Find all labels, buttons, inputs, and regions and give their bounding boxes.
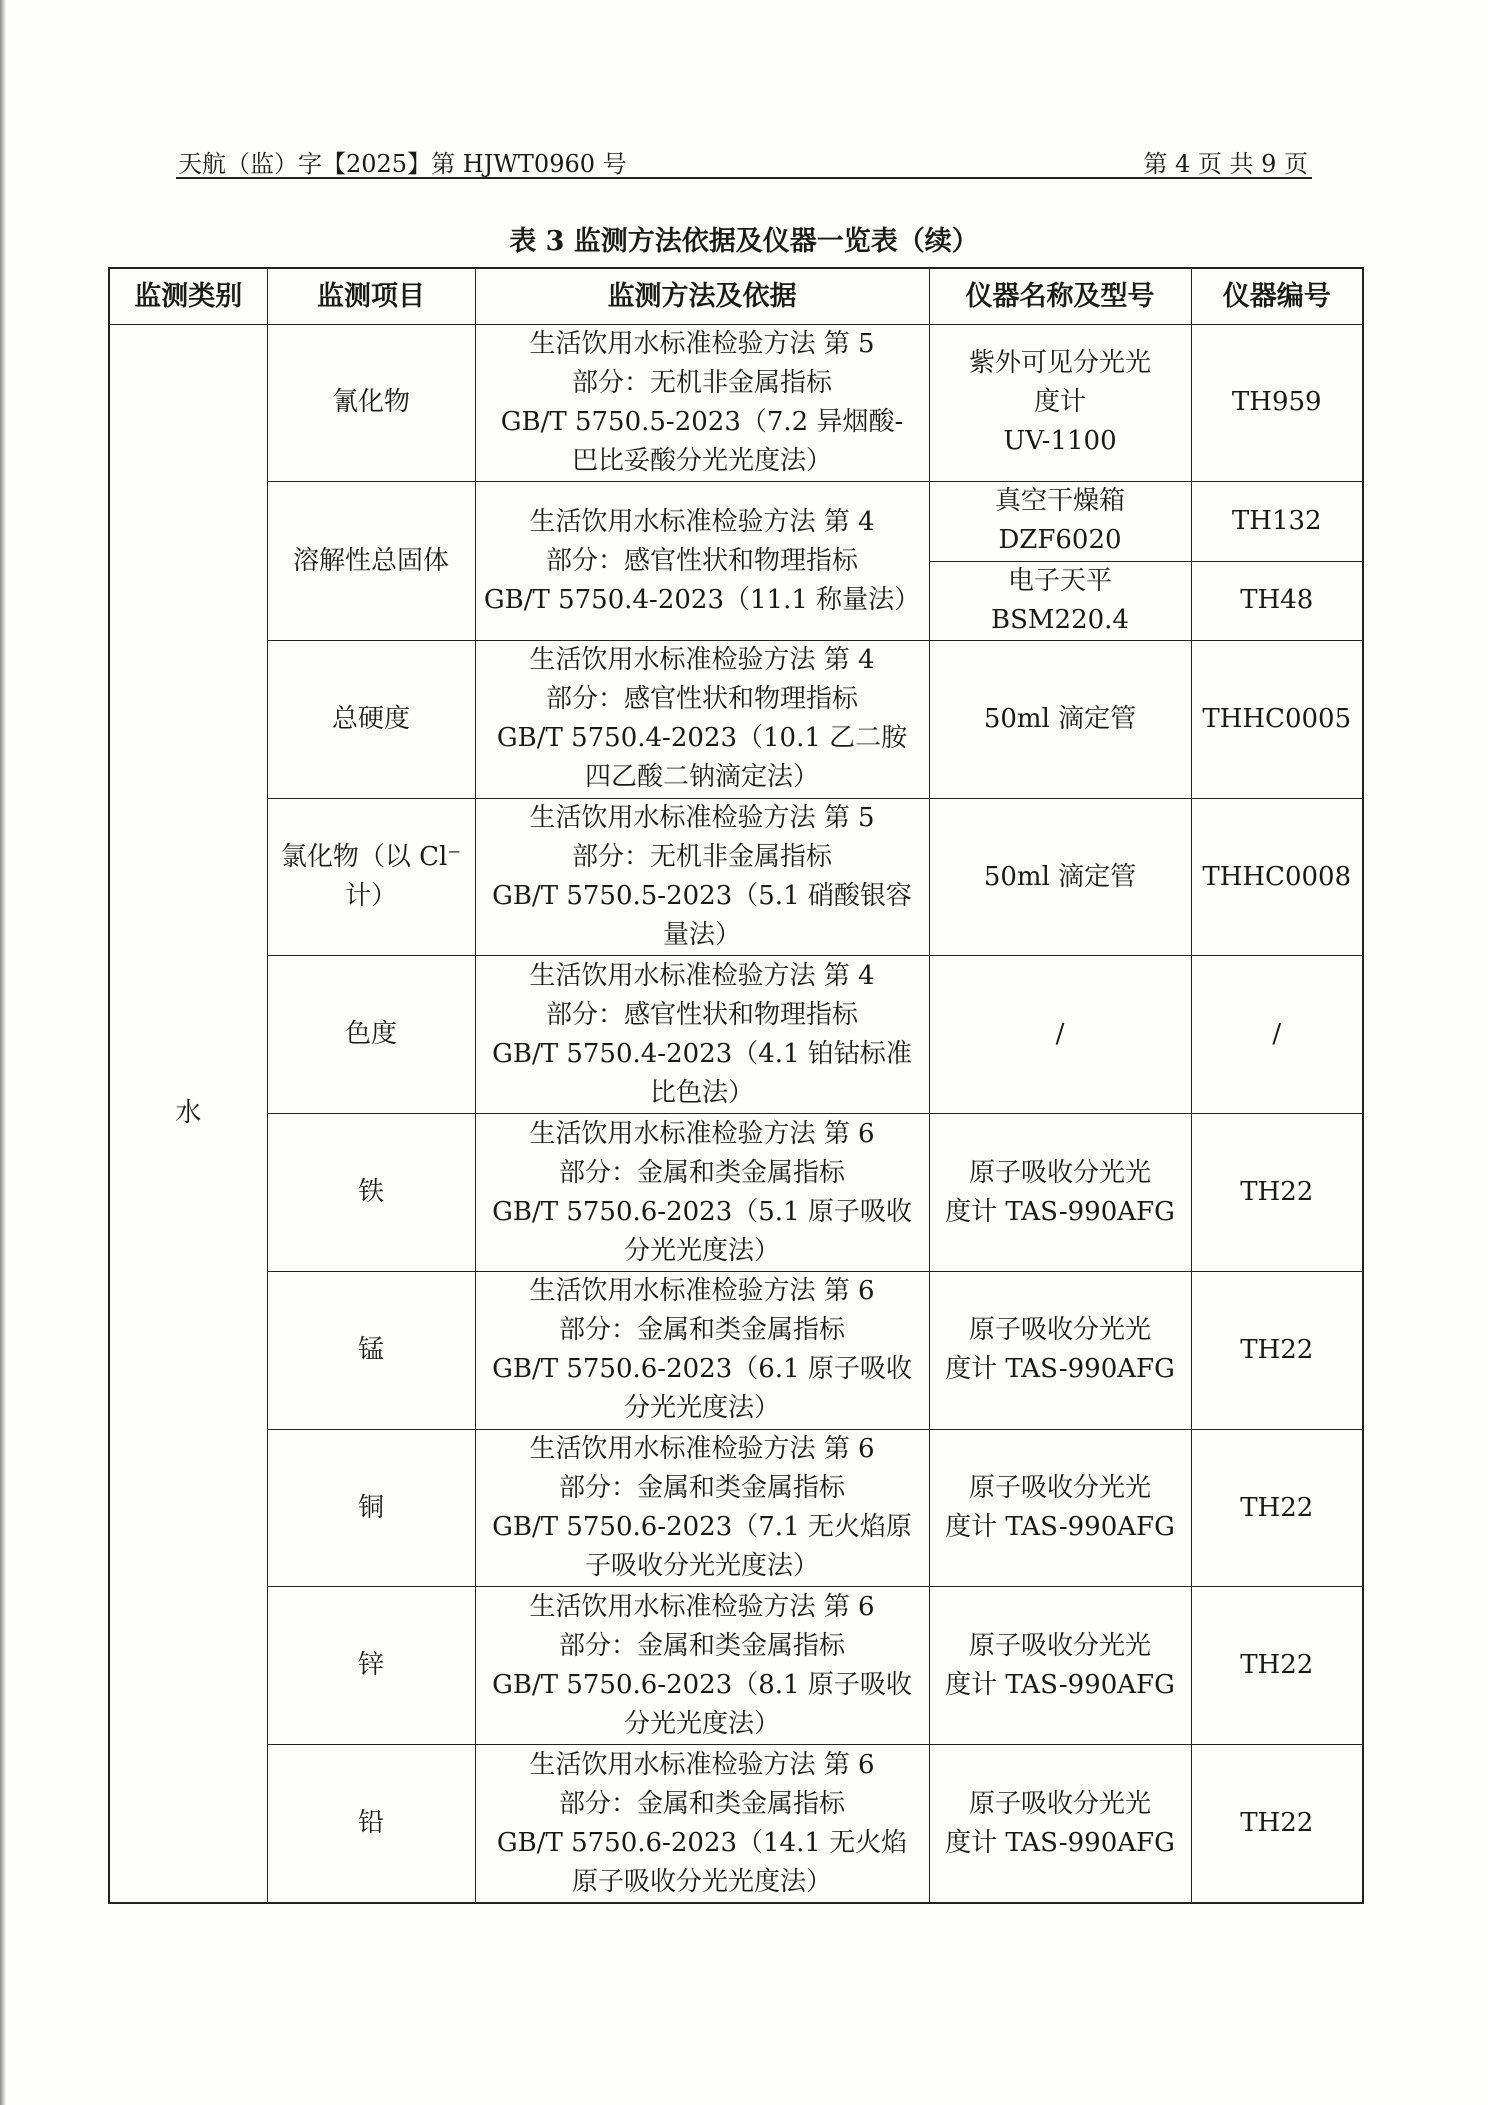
item-cell: 铅 <box>267 1745 475 1903</box>
instrument-name-cell <box>929 1745 1191 1903</box>
instrument-name-line: 真空干燥箱 <box>994 486 1125 517</box>
item-cell: 铜 <box>267 1429 475 1587</box>
table-row <box>109 1745 1363 1903</box>
method-line: 量法） <box>662 920 741 951</box>
table-row <box>109 956 1363 1114</box>
instrument-name-line: 50ml 滴定管 <box>983 861 1137 892</box>
method-line: 生活饮用水标准检验方法 第 4 <box>529 960 875 991</box>
item-cell: 总硬度 <box>267 640 475 798</box>
instrument-name-cell <box>929 1429 1191 1587</box>
method-line: 部分：金属和类金属指标 <box>558 1473 845 1504</box>
table-row <box>109 324 1363 482</box>
instrument-code-cell: TH22 <box>1191 1745 1363 1903</box>
table-body <box>109 324 1363 1903</box>
instrument-name-cell <box>929 956 1191 1114</box>
instrument-name-cell <box>929 324 1191 482</box>
instrument-code-cell: TH959 <box>1191 324 1363 482</box>
category-cell: 水 <box>109 324 267 1903</box>
method-cell <box>475 1429 929 1587</box>
method-line: 部分：感官性状和物理指标 <box>545 545 858 576</box>
item-cell <box>267 798 475 956</box>
header-rule <box>176 177 1312 179</box>
instrument-code-cell: TH22 <box>1191 1271 1363 1429</box>
method-line: 部分：感官性状和物理指标 <box>545 684 858 715</box>
instrument-name-line: 50ml 滴定管 <box>983 703 1137 734</box>
column-header: 监测项目 <box>267 268 475 324</box>
method-line: GB/T 5750.6-2023（8.1 原子吸收 <box>492 1669 912 1700</box>
method-line: 部分：金属和类金属指标 <box>558 1157 845 1188</box>
method-line: 部分：感官性状和物理指标 <box>545 999 858 1030</box>
instrument-code-cell: TH48 <box>1191 561 1363 640</box>
instrument-name-line: 电子天平 <box>1007 565 1112 596</box>
instrument-name-cell <box>929 798 1191 956</box>
method-line: GB/T 5750.6-2023（5.1 原子吸收 <box>492 1196 912 1227</box>
column-header: 仪器名称及型号 <box>929 268 1191 324</box>
column-header: 监测方法及依据 <box>475 268 929 324</box>
method-line: 子吸收分光光度法） <box>584 1551 819 1582</box>
methods-table <box>108 267 1364 1904</box>
method-line: 部分：无机非金属指标 <box>571 842 832 873</box>
instrument-name-line: 原子吸收分光光 <box>968 1473 1151 1504</box>
table-title: 表 3 监测方法依据及仪器一览表（续） <box>509 226 979 257</box>
method-line: GB/T 5750.6-2023（6.1 原子吸收 <box>492 1354 912 1385</box>
item-cell: 铁 <box>267 1114 475 1272</box>
item-text: 计） <box>344 881 397 912</box>
method-line: GB/T 5750.4-2023（4.1 铂钴标准 <box>492 1038 912 1069</box>
method-cell <box>475 482 929 641</box>
instrument-name-line: 度计 <box>1033 387 1086 418</box>
method-cell <box>475 640 929 798</box>
method-line: 分光光度法） <box>623 1235 780 1266</box>
instrument-name-cell <box>929 1587 1191 1745</box>
method-line: GB/T 5750.6-2023（14.1 无火焰 <box>496 1827 908 1858</box>
item-cell: 锰 <box>267 1271 475 1429</box>
instrument-code-cell: TH132 <box>1191 482 1363 561</box>
method-line: 生活饮用水标准检验方法 第 5 <box>529 328 875 359</box>
instrument-name-line: DZF6020 <box>998 525 1122 556</box>
instrument-name-line: 度计 TAS-990AFG <box>945 1354 1175 1385</box>
method-line: 分光光度法） <box>623 1708 780 1739</box>
table-row <box>109 798 1363 956</box>
method-line: GB/T 5750.4-2023（11.1 称量法） <box>483 584 921 615</box>
item-cell: 氰化物 <box>267 324 475 482</box>
instrument-code-cell: THHC0008 <box>1191 798 1363 956</box>
item-cell: 溶解性总固体 <box>267 482 475 641</box>
document-number: 天航（监）字【2025】第 HJWT0960 号 <box>178 150 627 178</box>
instrument-name-line: BSM220.4 <box>991 604 1129 635</box>
method-cell <box>475 1587 929 1745</box>
instrument-name-cell <box>929 1271 1191 1429</box>
table-row <box>109 1429 1363 1587</box>
method-line: 比色法） <box>649 1077 754 1108</box>
instrument-name-cell <box>929 640 1191 798</box>
method-line: 部分：金属和类金属指标 <box>558 1315 845 1346</box>
instrument-name-line: 原子吸收分光光 <box>968 1157 1151 1188</box>
method-line: 生活饮用水标准检验方法 第 6 <box>529 1434 875 1465</box>
item-cell: 锌 <box>267 1587 475 1745</box>
method-line: GB/T 5750.5-2023（5.1 硝酸银容 <box>492 881 912 912</box>
instrument-name-line: 度计 TAS-990AFG <box>945 1827 1175 1858</box>
instrument-name-cell <box>929 1114 1191 1272</box>
method-line: 四乙酸二钠滴定法） <box>584 762 819 793</box>
table-row <box>109 1587 1363 1745</box>
instrument-name-cell <box>929 561 1191 640</box>
instrument-name-line: 度计 TAS-990AFG <box>945 1196 1175 1227</box>
method-line: 生活饮用水标准检验方法 第 6 <box>529 1118 875 1149</box>
instrument-name-line: 度计 TAS-990AFG <box>945 1512 1175 1543</box>
table-row <box>109 482 1363 561</box>
method-line: GB/T 5750.5-2023（7.2 异烟酸- <box>500 406 904 437</box>
table-header-row <box>109 268 1363 324</box>
instrument-name-cell <box>929 482 1191 561</box>
table-row <box>109 1271 1363 1429</box>
method-line: 原子吸收分光光度法） <box>571 1866 832 1897</box>
method-line: GB/T 5750.4-2023（10.1 乙二胺 <box>496 723 908 754</box>
page-number: 第 4 页 共 9 页 <box>1143 150 1308 178</box>
instrument-name-line: 紫外可见分光光 <box>968 348 1151 379</box>
method-line: 生活饮用水标准检验方法 第 4 <box>529 506 875 537</box>
instrument-name-line: 原子吸收分光光 <box>968 1630 1151 1661</box>
column-header: 监测类别 <box>109 268 267 324</box>
method-cell <box>475 1745 929 1903</box>
table-row <box>109 640 1363 798</box>
method-line: 生活饮用水标准检验方法 第 4 <box>529 645 875 676</box>
item-text: 氯化物（以 Cl⁻ <box>280 842 462 873</box>
instrument-code-cell: THHC0005 <box>1191 640 1363 798</box>
instrument-code-cell: TH22 <box>1191 1429 1363 1587</box>
instrument-name-line: 原子吸收分光光 <box>968 1788 1151 1819</box>
item-cell: 色度 <box>267 956 475 1114</box>
instrument-name-line: UV-1100 <box>1003 426 1117 457</box>
method-cell <box>475 956 929 1114</box>
column-header: 仪器编号 <box>1191 268 1363 324</box>
method-line: 部分：金属和类金属指标 <box>558 1630 845 1661</box>
method-line: 部分：金属和类金属指标 <box>558 1788 845 1819</box>
method-cell <box>475 798 929 956</box>
instrument-code-cell: / <box>1191 956 1363 1114</box>
method-line: 生活饮用水标准检验方法 第 6 <box>529 1749 875 1780</box>
method-line: 生活饮用水标准检验方法 第 6 <box>529 1591 875 1622</box>
scan-edge <box>0 0 6 2105</box>
method-line: GB/T 5750.6-2023（7.1 无火焰原 <box>492 1512 912 1543</box>
method-line: 巴比妥酸分光光度法） <box>571 445 832 476</box>
instrument-name-line: / <box>1055 1019 1065 1050</box>
method-line: 生活饮用水标准检验方法 第 6 <box>529 1276 875 1307</box>
instrument-code-cell: TH22 <box>1191 1587 1363 1745</box>
method-cell <box>475 1114 929 1272</box>
method-line: 分光光度法） <box>623 1393 780 1424</box>
method-line: 生活饮用水标准检验方法 第 5 <box>529 803 875 834</box>
method-cell <box>475 1271 929 1429</box>
method-line: 部分：无机非金属指标 <box>571 367 832 398</box>
instrument-name-line: 原子吸收分光光 <box>968 1315 1151 1346</box>
method-cell <box>475 324 929 482</box>
instrument-code-cell: TH22 <box>1191 1114 1363 1272</box>
table-row <box>109 1114 1363 1272</box>
instrument-name-line: 度计 TAS-990AFG <box>945 1669 1175 1700</box>
page-header <box>178 140 1310 180</box>
